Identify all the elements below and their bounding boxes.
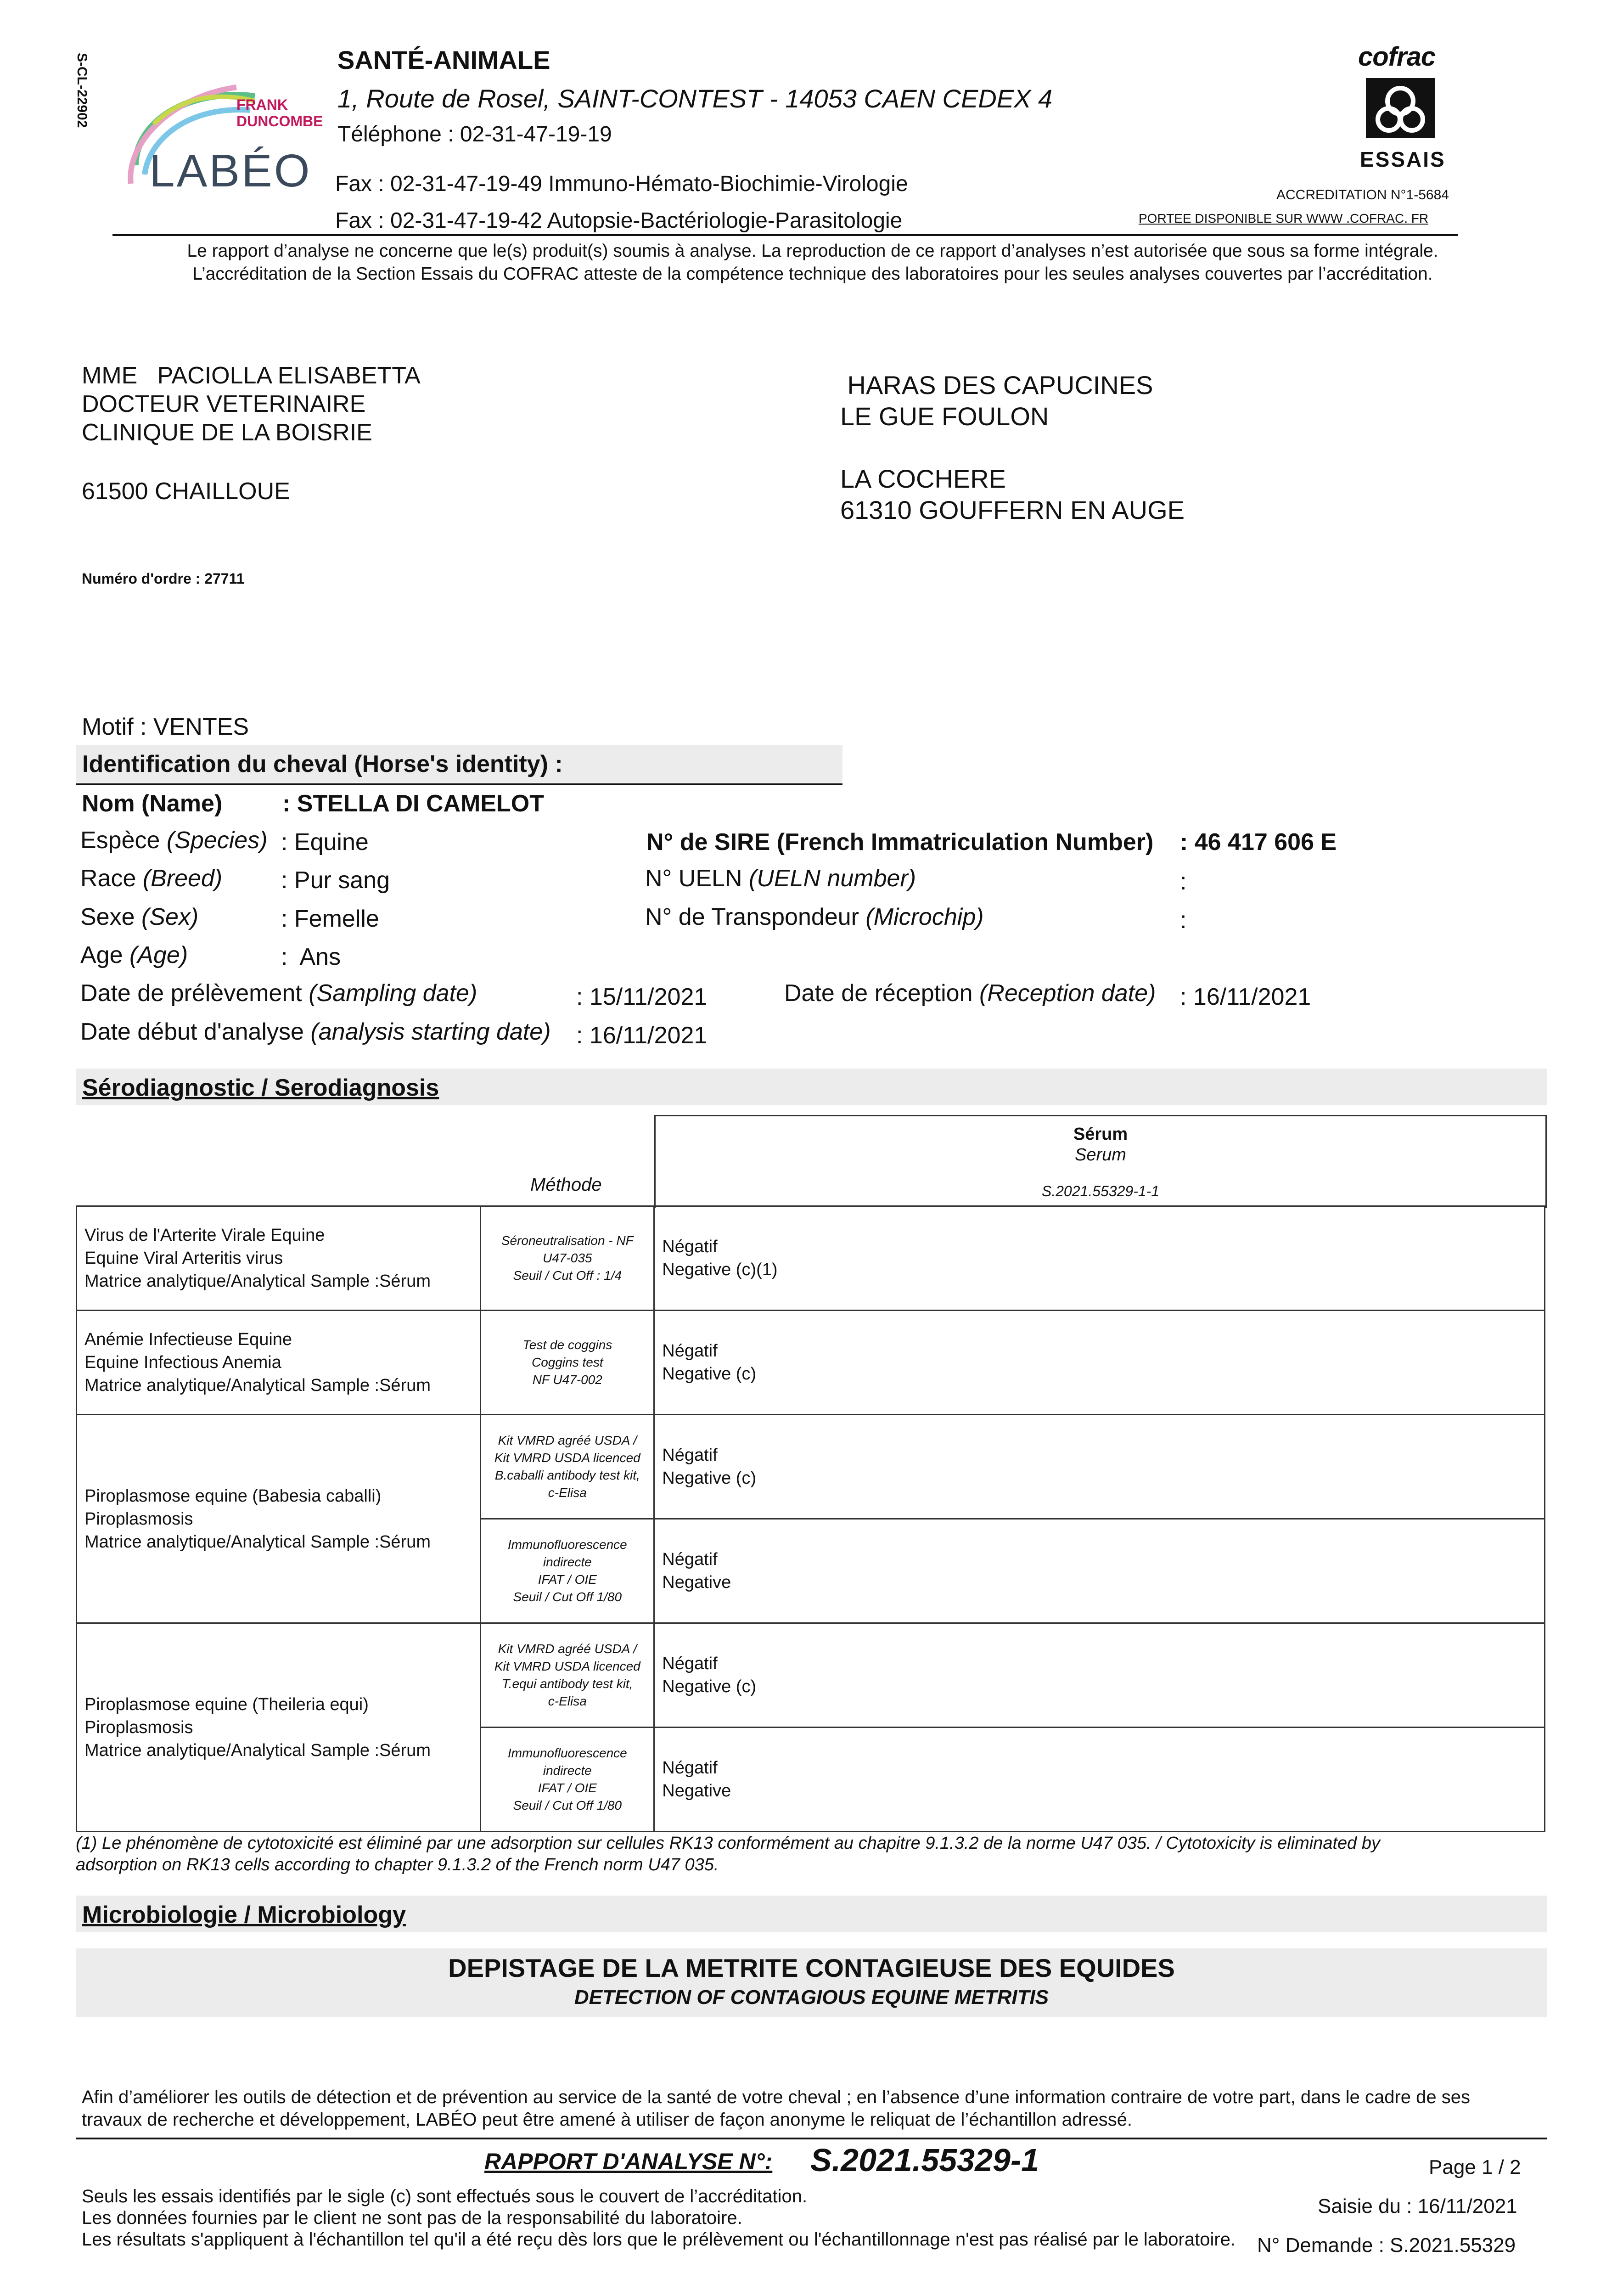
test-label-line-3: Matrice analytique/Analytical Sample :Sérum: [84, 1740, 431, 1760]
footer-rule: [76, 2138, 1547, 2139]
owner-line-1: HARAS DES CAPUCINES: [840, 371, 1153, 400]
cofrac-word: cofrac: [1358, 42, 1436, 72]
reception-value: : 16/11/2021: [1180, 984, 1311, 1010]
transponder-label-en: (Microchip): [865, 904, 984, 930]
method-line: Seuil / Cut Off : 1/4: [513, 1268, 622, 1283]
breed-label: [80, 865, 222, 892]
test-method: [481, 1206, 654, 1311]
name-label: Nom (Name): [82, 790, 223, 817]
sex-label: [80, 903, 198, 931]
table-row: [77, 1623, 1545, 1728]
microbiology-heading-bar: [76, 1896, 1547, 1932]
test-label-line-1: Anémie Infectieuse Equine: [84, 1330, 292, 1349]
test-result: [654, 1311, 1545, 1415]
notice-line-1: Afin d’améliorer les outils de détection et de prévention au service de la santé de votre cheval ; en l’absence d’une information contraire de votre part, dans le cadre de ses: [82, 2087, 1470, 2107]
recipient-line-1: MME PACIOLLA ELISABETTA: [82, 362, 421, 389]
cofrac-logo: [1354, 41, 1446, 179]
result-fr: Négatif: [662, 1550, 718, 1569]
age-label-en: (Age): [129, 942, 188, 968]
metritis-title-en: DETECTION OF CONTAGIOUS EQUINE METRITIS: [574, 1986, 1049, 2009]
logo-sub2: DUNCOMBE: [236, 113, 323, 129]
org-address: 1, Route de Rosel, SAINT-CONTEST - 14053 CAEN CEDEX 4: [337, 84, 1053, 113]
test-method: [481, 1623, 654, 1728]
sample-id: S.2021.55329-1-1: [1041, 1183, 1160, 1199]
method-line: Coggins test: [531, 1355, 603, 1369]
sex-value: : Femelle: [281, 906, 379, 932]
labeo-logo: [117, 69, 328, 202]
footer-note-2: Les données fournies par le client ne sont pas de la responsabilité du laboratoire.: [82, 2208, 742, 2228]
test-method: [481, 1311, 654, 1415]
test-method: [481, 1728, 654, 1832]
method-line: indirecte: [543, 1763, 592, 1778]
owner-line-4: 61310 GOUFFERN EN AUGE: [840, 495, 1185, 524]
ueln-value: :: [1180, 868, 1187, 895]
result-fr: Négatif: [662, 1758, 718, 1778]
method-line: IFAT / OIE: [538, 1781, 597, 1795]
result-en: Negative (c): [662, 1364, 757, 1384]
age-label-fr: Age: [80, 942, 123, 968]
demande-number: N° Demande : S.2021.55329: [1257, 2234, 1516, 2257]
test-label: [77, 1206, 481, 1311]
method-line: Seuil / Cut Off 1/80: [513, 1590, 622, 1604]
sire-label: N° de SIRE (French Immatriculation Number): [646, 829, 1154, 855]
test-result: [654, 1519, 1545, 1623]
result-en: Negative: [662, 1573, 731, 1592]
result-fr: Négatif: [662, 1446, 718, 1465]
method-line: c-Elisa: [548, 1486, 587, 1500]
serodiagnosis-heading: Sérodiagnostic / Serodiagnosis: [82, 1075, 439, 1101]
result-en: Negative (c): [662, 1677, 757, 1696]
result-en: Negative: [662, 1781, 731, 1801]
recipient-line-2: DOCTEUR VETERINAIRE: [82, 391, 366, 417]
reception-label: [784, 979, 1156, 1007]
metritis-title-box: [76, 1948, 1547, 2017]
transponder-value: :: [1180, 907, 1187, 934]
method-line: Seuil / Cut Off 1/80: [513, 1798, 622, 1812]
method-line: Kit VMRD USDA licenced: [494, 1659, 640, 1673]
sampling-label: [80, 979, 477, 1007]
age-value: : Ans: [281, 944, 341, 970]
order-number: Numéro d'ordre : 27711: [82, 570, 245, 587]
serodiagnosis-heading-bar: [76, 1069, 1547, 1105]
footnote-line-1: (1) Le phénomène de cytotoxicité est éliminé par une adsorption sur cellules RK13 conformément au chapitre 9.1.3.2 de la norme U47 035. / Cytotoxicity is eliminated by: [76, 1834, 1380, 1853]
species-label-en: (Species): [166, 827, 268, 854]
method-line: T.equi antibody test kit,: [502, 1677, 633, 1691]
test-label: [77, 1311, 481, 1415]
serodiagnosis-table: [76, 1205, 1545, 1832]
page-number: Page 1 / 2: [1429, 2156, 1521, 2178]
accreditation-number: ACCREDITATION N°1-5684: [1276, 187, 1449, 203]
sex-label-fr: Sexe: [80, 904, 135, 930]
recipient-line-4: 61500 CHAILLOUE: [82, 478, 290, 505]
org-fax-2: Fax : 02-31-47-19-42 Autopsie-Bactériologie-Parasitologie: [335, 208, 903, 233]
side-code: S-CL-22902: [74, 53, 90, 128]
org-telephone: Téléphone : 02-31-47-19-19: [337, 122, 612, 146]
breed-value: : Pur sang: [281, 867, 390, 894]
result-en: Negative (c)(1): [662, 1260, 778, 1279]
cofrac-essais: ESSAIS: [1360, 147, 1446, 171]
species-value: : Equine: [281, 829, 369, 855]
test-label-line-2: Piroplasmosis: [84, 1717, 193, 1737]
method-line: Kit VMRD agréé USDA /: [498, 1433, 637, 1447]
test-label-line-2: Piroplasmosis: [84, 1509, 193, 1529]
motif: Motif : VENTES: [82, 714, 249, 740]
test-label-line-2: Equine Infectious Anemia: [84, 1353, 281, 1372]
species-label-fr: Espèce: [80, 827, 160, 854]
start-label-fr: Date début d'analyse: [80, 1019, 304, 1045]
header-rule: [112, 234, 1458, 236]
sample-header-fr: Sérum: [1073, 1125, 1128, 1144]
start-label: [80, 1018, 551, 1046]
start-label-en: (analysis starting date): [310, 1019, 551, 1045]
sampling-label-fr: Date de prélèvement: [80, 980, 302, 1007]
ueln-label: [645, 865, 916, 892]
method-line: B.caballi antibody test kit,: [494, 1468, 640, 1482]
transponder-label: [645, 903, 984, 931]
test-label-line-3: Matrice analytique/Analytical Sample :Sérum: [84, 1376, 431, 1395]
org-name: SANTÉ-ANIMALE: [337, 45, 550, 74]
test-result: [654, 1415, 1545, 1519]
sample-header-box: [654, 1115, 1547, 1208]
owner-line-3: LA COCHERE: [840, 464, 1006, 493]
microbiology-heading: Microbiologie / Microbiology: [82, 1902, 406, 1928]
reception-label-en: (Reception date): [979, 980, 1156, 1007]
age-label: [80, 941, 188, 969]
footnote-line-2: adsorption on RK13 cells according to chapter 9.1.3.2 of the French norm U47 035.: [76, 1855, 719, 1874]
notice-line-2: travaux de recherche et développement, LABÉO peut être amené à utiliser de façon anonyme le reliquat de l’échantillon adressé.: [82, 2110, 1133, 2130]
method-line: Kit VMRD agréé USDA /: [498, 1642, 637, 1656]
ueln-label-fr: N° UELN: [645, 865, 742, 892]
table-row: [77, 1415, 1545, 1519]
breed-label-en: (Breed): [142, 865, 223, 892]
result-fr: Négatif: [662, 1654, 718, 1673]
species-label: [80, 827, 268, 854]
method-line: indirecte: [543, 1555, 592, 1569]
method-line: c-Elisa: [548, 1694, 587, 1708]
test-method: [481, 1519, 654, 1623]
test-label-line-3: Matrice analytique/Analytical Sample :Sérum: [84, 1532, 431, 1552]
method-line: Immunofluorescence: [507, 1537, 627, 1552]
transponder-label-fr: N° de Transpondeur: [645, 904, 859, 930]
footer-note-1: Seuls les essais identifiés par le sigle (c) sont effectués sous le couvert de l’accréditation.: [82, 2186, 808, 2206]
identification-heading: Identification du cheval (Horse's identity) :: [82, 751, 563, 777]
name-value: : STELLA DI CAMELOT: [282, 790, 545, 817]
method-line: Immunofluorescence: [507, 1746, 627, 1760]
test-label: [77, 1623, 481, 1832]
result-en: Negative (c): [662, 1469, 757, 1488]
test-result: [654, 1206, 1545, 1311]
identification-rule: [76, 783, 842, 785]
sampling-value: : 15/11/2021: [576, 984, 708, 1010]
sample-header-en: Serum: [1075, 1145, 1126, 1165]
cofrac-emblem-icon: [1361, 73, 1439, 142]
result-fr: Négatif: [662, 1341, 718, 1361]
method-line: Kit VMRD USDA licenced: [494, 1451, 640, 1465]
table-row: [77, 1311, 1545, 1415]
test-label-line-1: Piroplasmose equine (Babesia caballi): [84, 1486, 382, 1506]
method-line: U47-035: [543, 1251, 592, 1265]
report-label: RAPPORT D'ANALYSE N°:: [484, 2149, 773, 2174]
logo-sub1: FRANK: [236, 96, 288, 113]
method-header: Méthode: [530, 1175, 602, 1195]
disclaimer-2: L’accréditation de la Section Essais du COFRAC atteste de la compétence technique des laboratoires pour les seules analyses couvertes par l’accréditation.: [192, 264, 1433, 284]
org-fax-1: Fax : 02-31-47-19-49 Immuno-Hémato-Biochimie-Virologie: [335, 172, 908, 196]
test-label: [77, 1415, 481, 1623]
method-line: Séroneutralisation - NF: [501, 1233, 634, 1248]
portee-link[interactable]: PORTEE DISPONIBLE SUR WWW .COFRAC. FR: [1139, 211, 1429, 225]
saisie-date: Saisie du : 16/11/2021: [1318, 2195, 1517, 2217]
start-value: : 16/11/2021: [576, 1022, 708, 1049]
sire-value: : 46 417 606 E: [1180, 829, 1337, 855]
sampling-label-en: (Sampling date): [309, 980, 477, 1007]
test-result: [654, 1728, 1545, 1832]
test-method: [481, 1415, 654, 1519]
ueln-label-en: (UELN number): [748, 865, 916, 892]
result-fr: Négatif: [662, 1237, 718, 1256]
recipient-line-3: CLINIQUE DE LA BOISRIE: [82, 419, 372, 446]
sex-label-en: (Sex): [141, 904, 199, 930]
table-row: [77, 1206, 1545, 1311]
logo-brand: LABÉO: [149, 145, 312, 197]
test-result: [654, 1623, 1545, 1728]
reception-label-fr: Date de réception: [784, 980, 973, 1007]
test-label-line-1: Virus de l'Arterite Virale Equine: [84, 1226, 325, 1245]
method-line: NF U47-002: [532, 1373, 602, 1387]
test-label-line-3: Matrice analytique/Analytical Sample :Sérum: [84, 1272, 431, 1291]
method-line: Test de coggins: [522, 1338, 612, 1352]
disclaimer-1: Le rapport d’analyse ne concerne que le(s) produit(s) soumis à analyse. La reproduction de ce rapport d’analyses n’est autorisée que sous sa forme intégrale.: [187, 241, 1438, 261]
owner-line-2: LE GUE FOULON: [840, 402, 1049, 431]
report-number: S.2021.55329-1: [810, 2142, 1039, 2178]
breed-label-fr: Race: [80, 865, 136, 892]
identification-heading-bar: [76, 745, 842, 782]
test-label-line-2: Equine Viral Arteritis virus: [84, 1249, 283, 1268]
footer-note-3: Les résultats s'appliquent à l'échantillon tel qu'il a été reçu dès lors que le prélèvement ou l'échantillonnage n'est pas réalisé par le laboratoire.: [82, 2229, 1236, 2250]
metritis-title-fr: DEPISTAGE DE LA METRITE CONTAGIEUSE DES EQUIDES: [448, 1953, 1175, 1982]
test-label-line-1: Piroplasmose equine (Theileria equi): [84, 1694, 369, 1714]
method-line: IFAT / OIE: [538, 1572, 597, 1587]
